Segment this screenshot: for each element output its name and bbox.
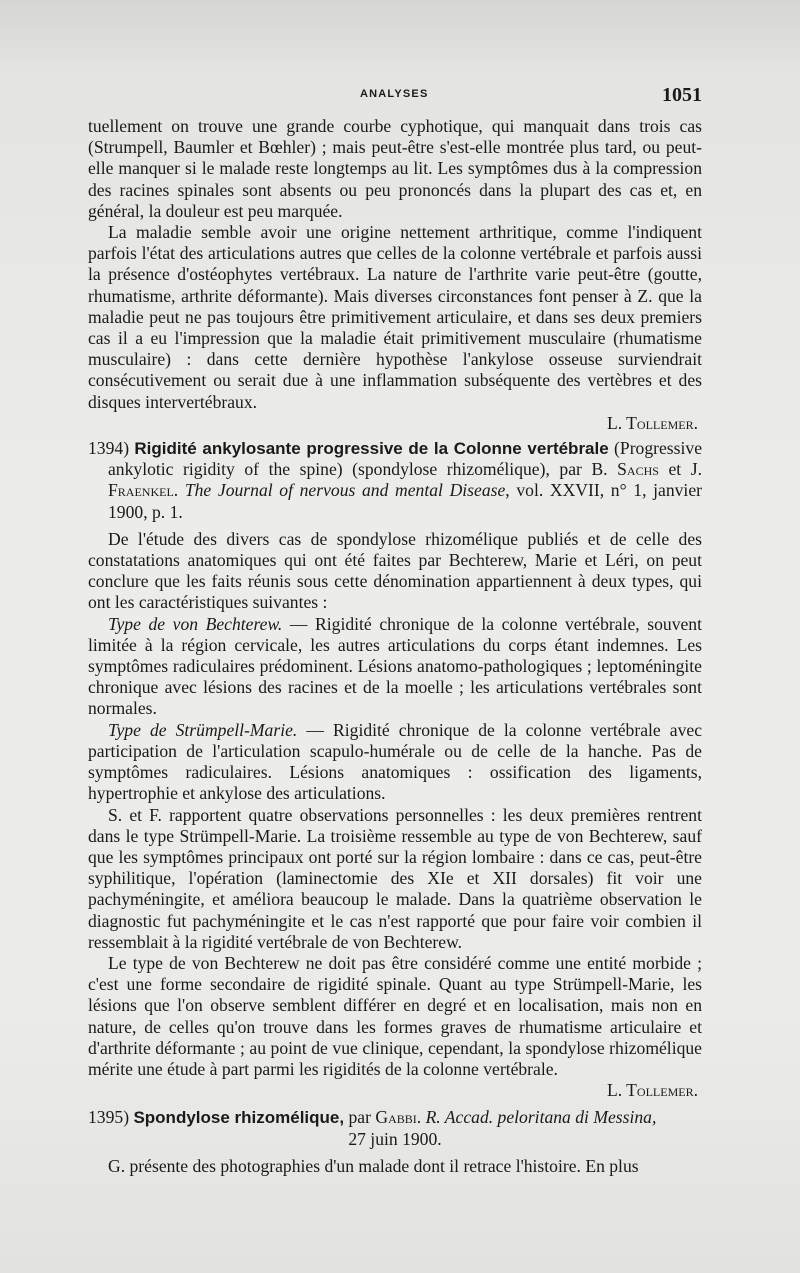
paragraph-type-strumpell-marie <box>88 720 702 805</box>
page-number: 1051 <box>662 84 702 106</box>
entry-subtitle: (Progressive ankylotic rigidity of the spine) (spondylose rhizomélique), par <box>108 438 702 480</box>
entry-title: Rigidité ankylosante progressive de la Colonne vertébrale <box>134 439 609 459</box>
entry-number: 1394) <box>88 438 130 459</box>
journal-title: The Journal of nervous and mental Disease <box>184 480 506 501</box>
paragraph-intro: De l'étude des divers cas de spondylose rhizomélique publiés et de celle des constatations anatomiques qui ont été faites par Bechterew, Marie et Léri, on peut conclure que les faits réunis sous cette dénomination appartiennent à deux types, qui ont les caractéristiques suivantes : <box>88 528 702 613</box>
paragraph-conclusion: Le type de von Bechterew ne doit pas être considéré comme une entité morbide ; c'est une forme secondaire de rigidité spinale. Quant au type Strümpell-Marie, les lésions que l'on observe semblent différer en degré et en localisation, mais non en nature, de celles qu'on trouve dans les formes graves de rhumatisme articulaire et d'arthrite déformante ; au point de vue clinique, cependant, la spondylose rhizomélique mérite une étude à part parmi les rigidités de la colonne vertébrale. <box>88 952 702 1079</box>
running-head: ANALYSES <box>360 88 429 100</box>
signature: L. Tollemer. <box>606 412 698 433</box>
type-name: Type de Strümpell-Marie. <box>108 719 298 740</box>
type-name: Type de von Bechterew. <box>108 613 283 634</box>
signature: L. Tollemer. <box>606 1080 698 1101</box>
page-header <box>90 84 702 112</box>
paragraph-continuation: tuellement on trouve une grande courbe cyphotique, qui manquait dans trois cas (Strumpell, Baumler et Bœhler) ; mais peut-être s'est-elle montrée plus tard, ou peut-elle manquer si le malade reste longtemps au lit. Les symptômes dus à la compression des racines spinales sont absents ou peu prononcés dans la plupart des cas et, en général, la douleur est peu marquée. <box>88 116 702 221</box>
conjunction: par <box>348 1107 371 1128</box>
type-description: — Rigidité chronique de la colonne vertébrale, souvent limitée à la région cervicale, les autres articulations du corps étant indemnes. Les symptômes radiculaires prédominent. Lésions anatomo-pathologiques ; leptoméningite chronique avec lésions des racines et de la moelle ; les articulations vertébrales sont normales. <box>88 613 702 719</box>
author-name: J. Fraenkel <box>108 459 702 501</box>
entry-date: 27 juin 1900. <box>348 1128 442 1149</box>
entry-number: 1395) <box>88 1107 130 1128</box>
author-name: B. Sachs <box>591 459 659 480</box>
type-description: — Rigidité chronique de la colonne vertébrale avec participation de l'articulation scapulo-humérale ou de celle de la hanche. Pas de symptômes radiculaires. Lésions anatomiques : ossification des ligaments, hypertrophie et ankylose des articulations. <box>88 719 703 804</box>
paragraph-gabbi: G. présente des photographies d'un malade dont il retrace l'histoire. En plus <box>108 1155 639 1176</box>
paragraph-arthritic-origin: La maladie semble avoir une origine nettement arthritique, comme l'indiquent parfois l'état des articulations autres que celles de la colonne vertébrale et parfois aussi la présence d'ostéophytes vertébraux. La nature de l'arthrite varie peut-être (goutte, rhumatisme, arthrite déformante). Mais diverses circonstances font penser à Z. que la maladie peut ne pas toujours être primitivement articulaire, et dans ses deux premiers cas il a eu l'impression que la maladie était primitivement musculaire (rhumatisme musculaire) : dans cette dernière hypothèse l'ankylose osseuse surviendrait consécutivement ou serait due à une inflammation subséquente des vertèbres et des disques intervertébraux. <box>88 222 702 412</box>
entry-title: Spondylose rhizomélique, <box>133 1108 345 1128</box>
page-body <box>88 116 702 1177</box>
paragraph-observations: S. et F. rapportent quatre observations personnelles : les deux premières rentrent dans le type Strümpell-Marie. La troisième ressemble au type de von Bechterew, sauf que les symptômes principaux ont porté sur la région lombaire : dans ce cas, peut-être syphilitique, l'opération (laminectomie des XIe et XII dorsales) fit voir une pachyméningite, et améliora beaucoup le malade. Dans la quatrième observation le diagnostic fut pachyméningite et le cas n'est rapporté que pour faire voir combien il ressemblait à la rigidité vertébrale de von Bechterew. <box>88 804 702 952</box>
paragraph-type-bechterew <box>88 614 702 720</box>
conjunction: et <box>668 459 682 480</box>
journal-title: R. Accad. peloritana di Messina, <box>425 1107 657 1128</box>
entry-heading-1394: 1394) Rigidité ankylosante progressive de la Colonne vertébrale (Progressive ankylotic rigidity of the spine) (spondylose rhizomélique), par B. Sachs et J. Fraenkel. The Journal of nervous and mental Disease, vol. XXVII, n° 1, janvier 1900, p. 1. <box>88 438 702 522</box>
reference-details: , vol. XXVII, n° 1, janvier 1900, p. 1. <box>108 480 702 522</box>
author-name: Gabbi. <box>375 1107 422 1128</box>
entry-heading-1395 <box>88 1107 702 1128</box>
